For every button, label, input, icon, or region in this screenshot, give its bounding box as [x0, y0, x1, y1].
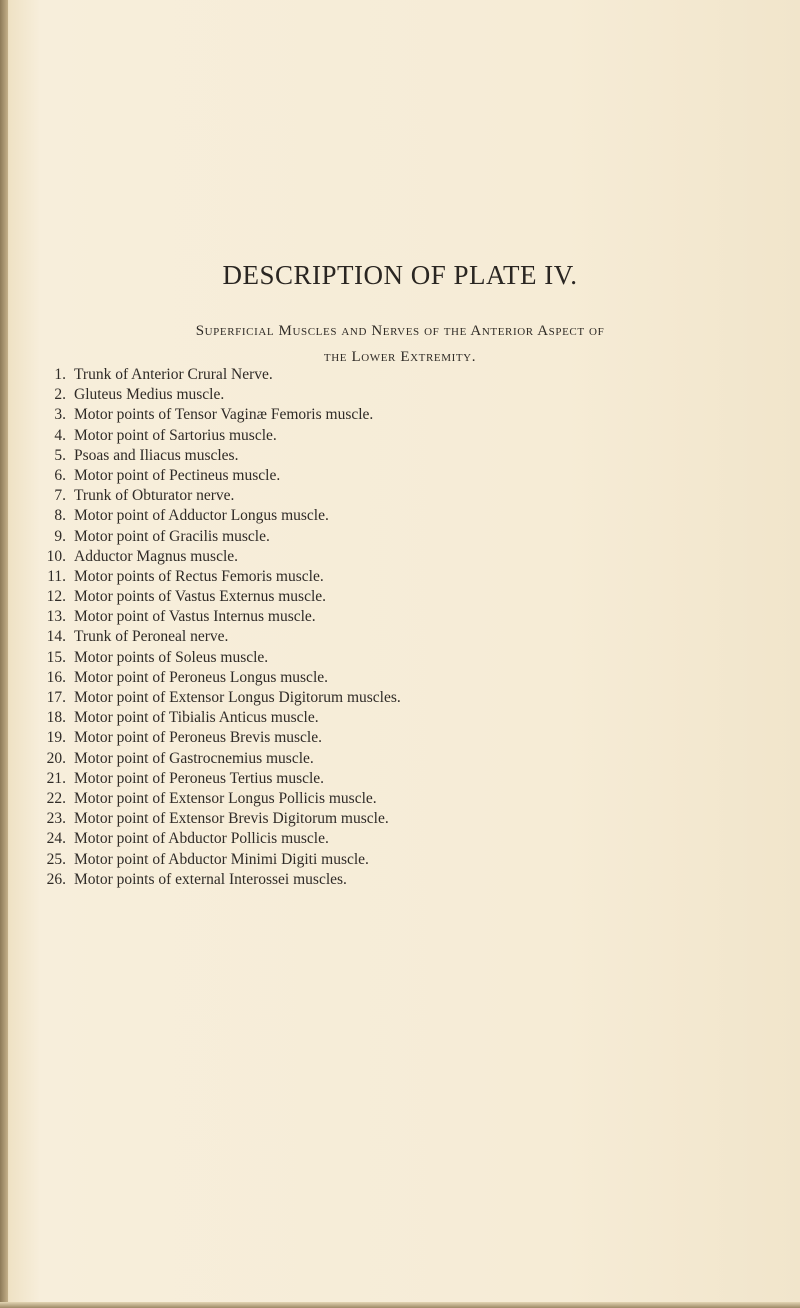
legend-item	[36, 527, 401, 547]
legend-item-text: Motor point of Extensor Brevis Digitorum muscle.	[74, 810, 389, 828]
legend-item	[36, 749, 401, 769]
legend-item-number: 26.	[46, 870, 66, 888]
legend-item	[36, 627, 401, 647]
plate-subtitle	[20, 318, 780, 370]
legend-item	[36, 870, 401, 890]
legend-item-text: Motor point of Peroneus Tertius muscle.	[74, 769, 325, 787]
legend-item-text: Trunk of Obturator nerve.	[74, 487, 235, 505]
legend-item-text: Motor point of Tibialis Anticus muscle.	[74, 709, 319, 727]
legend-list	[36, 365, 401, 890]
legend-item-text: Motor point of Extensor Longus Pollicis muscle.	[74, 789, 377, 807]
legend-item	[36, 405, 401, 425]
legend-item-number: 7.	[54, 487, 66, 505]
legend-item-text: Motor points of external Interossei muscles.	[74, 870, 347, 888]
legend-item-number: 16.	[46, 668, 66, 686]
legend-item	[36, 769, 401, 789]
legend-item-text: Motor point of Sartorius muscle.	[74, 426, 277, 444]
legend-item	[36, 850, 401, 870]
legend-item	[36, 385, 401, 405]
legend-item-number: 2.	[54, 386, 66, 404]
legend-item	[36, 466, 401, 486]
legend-item-number: 13.	[46, 608, 66, 626]
legend-item	[36, 567, 401, 587]
legend-item-text: Motor point of Peroneus Longus muscle.	[74, 668, 329, 686]
legend-item	[36, 688, 401, 708]
legend-item-text: Motor point of Abductor Pollicis muscle.	[74, 830, 329, 848]
legend-item-number: 20.	[46, 749, 66, 767]
legend-item-number: 10.	[46, 547, 66, 565]
legend-item-number: 21.	[46, 769, 66, 787]
legend-item-number: 25.	[46, 850, 66, 868]
legend-item-text: Motor point of Adductor Longus muscle.	[74, 507, 329, 525]
binding-edge	[0, 0, 8, 1308]
legend-item-text: Motor points of Soleus muscle.	[74, 648, 269, 666]
legend-item-number: 24.	[46, 830, 66, 848]
legend-item	[36, 365, 401, 385]
legend-item-number: 17.	[46, 689, 66, 706]
legend-item-number: 14.	[46, 628, 66, 646]
legend-item-number: 22.	[46, 789, 66, 807]
legend-item-text: Adductor Magnus muscle.	[74, 547, 239, 565]
legend-item	[36, 547, 401, 567]
legend-item-number: 19.	[46, 729, 66, 747]
bottom-edge	[0, 1302, 800, 1308]
legend-item-number: 1.	[54, 366, 66, 383]
legend-item-text: Trunk of Anterior Crural Nerve.	[74, 366, 273, 383]
legend-item-text: Trunk of Peroneal nerve.	[74, 628, 229, 646]
legend-item-text: Motor points of Tensor Vaginæ Femoris muscle.	[74, 406, 374, 424]
legend-item-number: 18.	[46, 709, 66, 727]
legend-item	[36, 829, 401, 849]
legend-item	[36, 446, 401, 466]
legend-item	[36, 809, 401, 829]
legend-item	[36, 668, 401, 688]
legend-item-number: 8.	[54, 507, 66, 525]
legend-item-number: 4.	[54, 426, 66, 444]
legend-item-text: Motor point of Gastrocnemius muscle.	[74, 749, 314, 767]
legend-item	[36, 728, 401, 748]
legend-item-number: 3.	[54, 406, 66, 424]
legend-item	[36, 789, 401, 809]
legend-item-text: Motor point of Pectineus muscle.	[74, 466, 281, 484]
legend-item-number: 23.	[46, 810, 66, 828]
subtitle-line-2: the Lower Extremity.	[323, 349, 477, 365]
legend-item-text: Gluteus Medius muscle.	[74, 386, 225, 404]
legend-item	[36, 486, 401, 506]
legend-item-text: Motor point of Abductor Minimi Digiti muscle.	[74, 850, 369, 868]
legend-item-text: Motor point of Extensor Longus Digitorum muscles.	[74, 689, 401, 706]
legend-item	[36, 648, 401, 668]
legend-item-text: Motor points of Rectus Femoris muscle.	[74, 567, 324, 585]
subtitle-line-1: Superficial Muscles and Nerves of the Anterior Aspect of	[195, 323, 605, 339]
legend-item-number: 11.	[47, 567, 66, 585]
legend-item	[36, 506, 401, 526]
legend-item-text: Psoas and Iliacus muscles.	[74, 446, 239, 464]
legend-item	[36, 607, 401, 627]
legend-item	[36, 708, 401, 728]
legend-item	[36, 426, 401, 446]
legend-item-text: Motor points of Vastus Externus muscle.	[74, 588, 327, 606]
legend-item-text: Motor point of Gracilis muscle.	[74, 527, 270, 545]
legend-item-text: Motor point of Vastus Internus muscle.	[74, 608, 316, 626]
legend-item-number: 15.	[46, 648, 66, 666]
legend-item-number: 6.	[54, 466, 66, 484]
legend-item-number: 9.	[54, 527, 66, 545]
legend-item-number: 12.	[46, 588, 66, 606]
legend-item-number: 5.	[54, 446, 66, 464]
legend-item-text: Motor point of Peroneus Brevis muscle.	[74, 729, 322, 747]
plate-title: DESCRIPTION OF PLATE IV.	[222, 260, 578, 290]
legend-item	[36, 587, 401, 607]
